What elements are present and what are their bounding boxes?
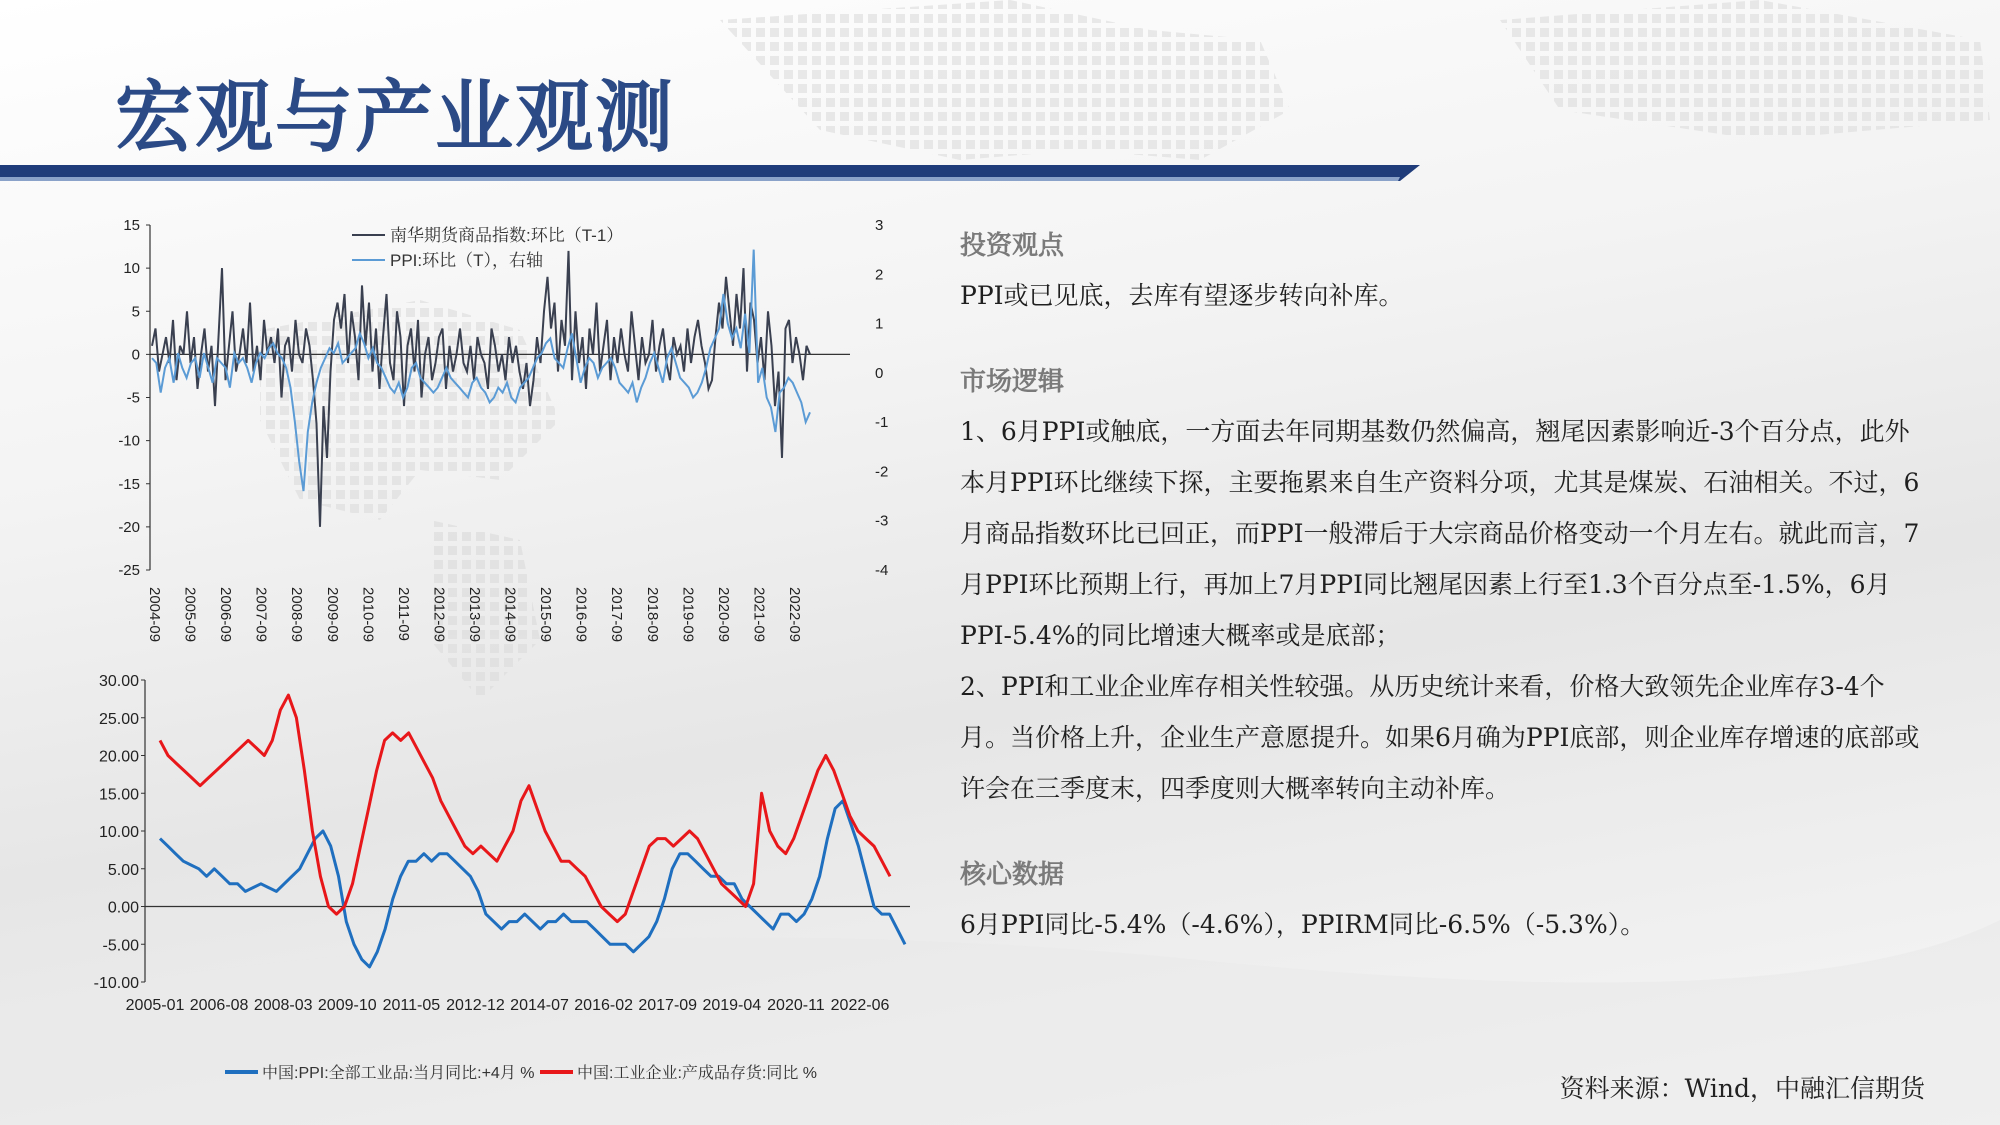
chart1-x-tick-label: 2015-09 [537, 587, 555, 643]
chart2-y-tick-label: 25.00 [98, 710, 139, 728]
chart2-x-tick-label: 2011-05 [382, 997, 441, 1014]
chart1-right-tick-label: -4 [875, 562, 889, 579]
chart1-left-tick-label: 10 [123, 260, 140, 278]
chart1-left-tick-label: -5 [126, 389, 140, 407]
chart1-x-tick-label: 2017-09 [608, 587, 626, 643]
chart1-x-tick-label: 2020-09 [714, 587, 732, 643]
section-core-data [960, 854, 1920, 950]
chart2-y-tick-label: 10.00 [98, 824, 139, 841]
chart1-x-tick-label: 2011-09 [394, 587, 412, 641]
legend-label-inventory-yoy: 中国:工业企业:产成品存货:同比 % [577, 1065, 818, 1082]
section-heading: 核心数据 [960, 860, 1065, 890]
legend-label-nanhua: 南华期货商品指数:环比（T-1） [390, 226, 624, 245]
title-band [0, 165, 1420, 181]
chart2-series-ppi-line [160, 801, 905, 967]
chart1-left-tick-label: 5 [131, 303, 140, 321]
chart1-left-tick-label: 15 [123, 217, 140, 234]
section-heading: 市场逻辑 [960, 367, 1065, 397]
section-paragraph: 6月PPI同比-5.4%（-4.6%），PPIRM同比-6.5%（-5.3%）。 [960, 910, 1646, 939]
section-paragraph: 1、6月PPI或触底，一方面去年同期基数仍然偏高，翘尾因素影响近-3个百分点，此外本月PPI环比继续下探，主要拖累来自生产资料分项，尤其是煤炭、石油相关。不过，6月商品指数环比已回正，而PPI一般滞后于大宗商品价格变动一个月左右。就此而言，7月PPI环比预期上行，再加上7月PPI同比翘尾因素上行至1.3个百分点至-1.5%，6月PPI-5.4%的同比增速大概率或是底部； [960, 417, 1920, 650]
page-title: 宏观与产业观测 [115, 72, 676, 163]
chart2-x-tick-label: 2014-07 [510, 997, 569, 1014]
legend-label-ppi: PPI:环比（T），右轴 [390, 251, 544, 270]
chart1-right-tick-label: -2 [875, 463, 889, 481]
chart2-legend [225, 1064, 817, 1082]
chart1-x-tick-label: 2004-09 [146, 587, 163, 643]
chart1-left-tick-label: -15 [118, 475, 140, 493]
chart2-x-tick-label: 2019-04 [702, 997, 762, 1014]
chart-ppi-inventory-yoy [93, 660, 920, 1100]
chart2-y-tick-label: 30.00 [98, 673, 139, 690]
chart1-x-tick-label: 2010-09 [359, 587, 377, 643]
chart1-x-tick-label: 2021-09 [750, 587, 768, 643]
chart1-left-tick-label: -20 [118, 518, 140, 536]
chart1-x-tick-label: 2016-09 [572, 587, 590, 643]
chart1-legend [352, 226, 623, 270]
chart2-x-tick-label: 2016-02 [574, 997, 633, 1014]
chart1-x-tick-label: 2014-09 [501, 587, 519, 643]
chart2-x-tick-label: 2008-03 [253, 997, 313, 1014]
chart1-x-tick-label: 2018-09 [643, 587, 661, 643]
chart1-right-tick-label: 0 [875, 364, 884, 382]
chart1-right-tick-label: 1 [875, 315, 884, 333]
chart1-x-tick-label: 2013-09 [466, 587, 483, 643]
chart1-x-tick-label: 2007-09 [252, 587, 270, 643]
chart2-x-tick-label: 2012-12 [446, 997, 505, 1014]
chart2-y-tick-label: 20.00 [98, 748, 139, 766]
section-heading: 投资观点 [960, 231, 1065, 261]
chart1-right-tick-label: 3 [875, 217, 884, 234]
chart2-x-tick-label: 2022-06 [830, 997, 890, 1014]
chart1-x-tick-label: 2009-09 [323, 587, 341, 643]
text-panel [960, 225, 1920, 950]
chart2-x-tick-label: 2005-01 [125, 997, 185, 1014]
chart1-right-tick-label: -1 [875, 414, 889, 432]
chart1-x-tick-label: 2008-09 [288, 587, 306, 643]
chart2-x-tick-label: 2006-08 [189, 997, 249, 1014]
chart1-x-tick-label: 2019-09 [679, 587, 697, 643]
chart2-x-tick-label: 2017-09 [638, 997, 698, 1014]
chart1-left-tick-label: -10 [118, 432, 140, 450]
chart2-x-tick-label: 2009-10 [317, 997, 377, 1014]
chart1-left-tick-label: 0 [131, 346, 140, 364]
chart1-right-tick-label: -3 [875, 512, 889, 530]
chart2-y-tick-label: -5.00 [102, 937, 139, 955]
chart1-left-tick-label: -25 [118, 562, 140, 579]
chart2-y-tick-label: -10.00 [93, 975, 139, 992]
chart2-y-tick-label: 5.00 [107, 861, 139, 879]
chart2-y-tick-label: 0.00 [107, 899, 139, 917]
section-paragraph: PPI或已见底，去库有望逐步转向补库。 [960, 281, 1404, 310]
chart1-series-ppi-line [152, 250, 810, 492]
section-market-logic [960, 361, 1920, 814]
chart2-y-tick-label: 15.00 [98, 786, 139, 804]
section-investment-view [960, 225, 1920, 321]
chart-nanhua-ppi-mom [120, 205, 920, 650]
section-paragraph: 2、PPI和工业企业库存相关性较强。从历史统计来看，价格大致领先企业库存3-4个月。当价格上升，企业生产意愿提升。如果6月确为PPI底部，则企业库存增速的底部或许会在三季度末，四季度则大概率转向主动补库。 [960, 672, 1920, 803]
source-note: 资料来源：Wind，中融汇信期货 [1559, 1074, 1925, 1103]
legend-label-ppi-yoy: 中国:PPI:全部工业品:当月同比:+4月 % [262, 1065, 535, 1082]
chart1-x-tick-label: 2012-09 [430, 587, 448, 643]
chart1-x-tick-label: 2005-09 [181, 587, 199, 643]
chart1-x-tick-label: 2022-09 [786, 587, 803, 643]
chart1-right-tick-label: 2 [875, 266, 884, 284]
chart2-x-tick-label: 2020-11 [767, 997, 825, 1014]
chart1-x-tick-label: 2006-09 [217, 587, 235, 643]
